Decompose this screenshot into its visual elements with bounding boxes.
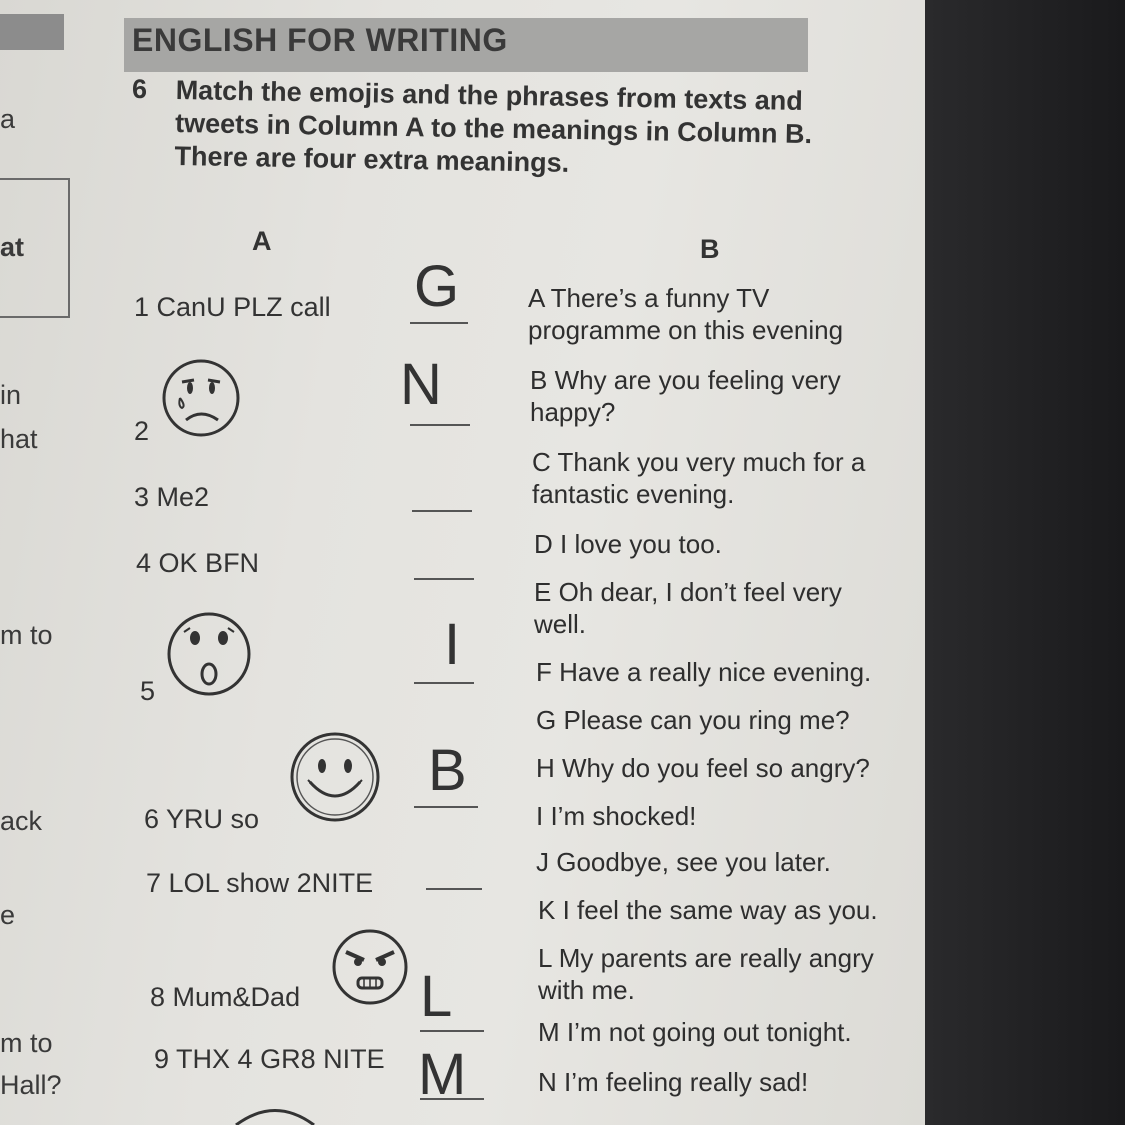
item-number: 1	[134, 292, 150, 322]
meaning-h: H Why do you feel so angry?	[536, 753, 870, 783]
meaning-d: D I love you too.	[534, 529, 722, 559]
meaning-j: J Goodbye, see you later.	[536, 847, 831, 877]
column-a-item-2-number: 2	[134, 416, 150, 446]
item-number: 3	[134, 482, 150, 512]
handwritten-answer-2: N	[400, 352, 442, 417]
previous-page-header-bar	[0, 14, 64, 50]
meaning-l: L My parents are really angry with me.	[538, 943, 874, 1005]
column-a-item-4	[136, 548, 259, 579]
left-fragment: at	[0, 232, 25, 262]
answer-blank-8[interactable]	[420, 1030, 484, 1032]
left-fragment: hat	[0, 424, 38, 454]
meaning-n: N I’m feeling really sad!	[538, 1067, 809, 1097]
left-fragment: ack	[0, 806, 43, 836]
answer-blank-5[interactable]	[414, 682, 474, 684]
angry-face-icon	[330, 928, 410, 1006]
left-fragment: in	[0, 380, 22, 410]
meaning-f: F Have a really nice evening.	[536, 657, 872, 687]
item-text: YRU so	[166, 804, 260, 834]
section-title: ENGLISH FOR WRITING	[132, 22, 508, 58]
handwritten-answer-5: I	[444, 612, 461, 677]
item-text: THX 4 GR8 NITE	[176, 1044, 385, 1074]
left-fragment: e	[0, 900, 16, 930]
partial-emoji-icon	[230, 1104, 320, 1125]
meaning-a: A There’s a funny TV programme on this evening	[528, 283, 844, 345]
item-text: OK BFN	[158, 548, 260, 578]
item-text: CanU PLZ call	[156, 292, 331, 322]
answer-blank-7[interactable]	[426, 888, 482, 890]
meaning-i: I I’m shocked!	[536, 801, 697, 831]
column-a-item-3	[134, 482, 209, 513]
meaning-e: E Oh dear, I don’t feel very well.	[534, 577, 842, 639]
item-number: 7	[146, 868, 162, 898]
exercise-number: 6	[132, 74, 148, 104]
column-a-item-5-number: 5	[140, 676, 156, 706]
answer-blank-6[interactable]	[414, 806, 478, 808]
left-fragment: m to	[0, 1028, 53, 1058]
answer-blank-2[interactable]	[410, 424, 470, 426]
handwritten-answer-6: B	[428, 738, 467, 803]
column-a-item-7	[146, 868, 373, 899]
meaning-m: M I’m not going out tonight.	[538, 1017, 852, 1047]
column-a-item-9	[154, 1044, 385, 1075]
column-a-item-8	[150, 982, 300, 1013]
meaning-b: B Why are you feeling very happy?	[530, 365, 841, 427]
item-number: 4	[136, 548, 152, 578]
handwritten-answer-1: G	[414, 254, 460, 319]
meaning-g: G Please can you ring me?	[536, 705, 850, 735]
column-a-label: A	[252, 226, 272, 256]
item-text: Mum&Dad	[172, 982, 301, 1012]
left-fragment: m to	[0, 620, 53, 650]
column-b-label: B	[700, 234, 720, 264]
answer-blank-4[interactable]	[414, 578, 474, 580]
handwritten-answer-9: M	[418, 1042, 467, 1107]
item-number: 6	[144, 804, 160, 834]
smiley-face-icon	[288, 730, 382, 824]
left-fragment: Hall?	[0, 1070, 62, 1100]
left-fragment: a	[0, 104, 16, 134]
background-edge	[925, 0, 1125, 1125]
exercise-instruction: Match the emojis and the phrases from texts and tweets in Column A to the meanings in Column B. There are four extra meanings.	[174, 74, 813, 178]
column-a-item-1	[134, 292, 331, 323]
answer-blank-1[interactable]	[410, 322, 468, 324]
sad-face-icon	[160, 358, 242, 438]
meaning-c: C Thank you very much for a fantastic evening.	[532, 447, 866, 509]
shocked-face-icon	[164, 610, 254, 698]
answer-blank-3[interactable]	[412, 510, 472, 512]
column-a-item-6	[144, 804, 259, 835]
handwritten-answer-8: L	[420, 964, 453, 1029]
item-text: LOL show 2NITE	[168, 868, 374, 898]
meaning-k: K I feel the same way as you.	[538, 895, 878, 925]
item-number: 8	[150, 982, 166, 1012]
item-text: Me2	[156, 482, 210, 512]
item-number: 9	[154, 1044, 170, 1074]
